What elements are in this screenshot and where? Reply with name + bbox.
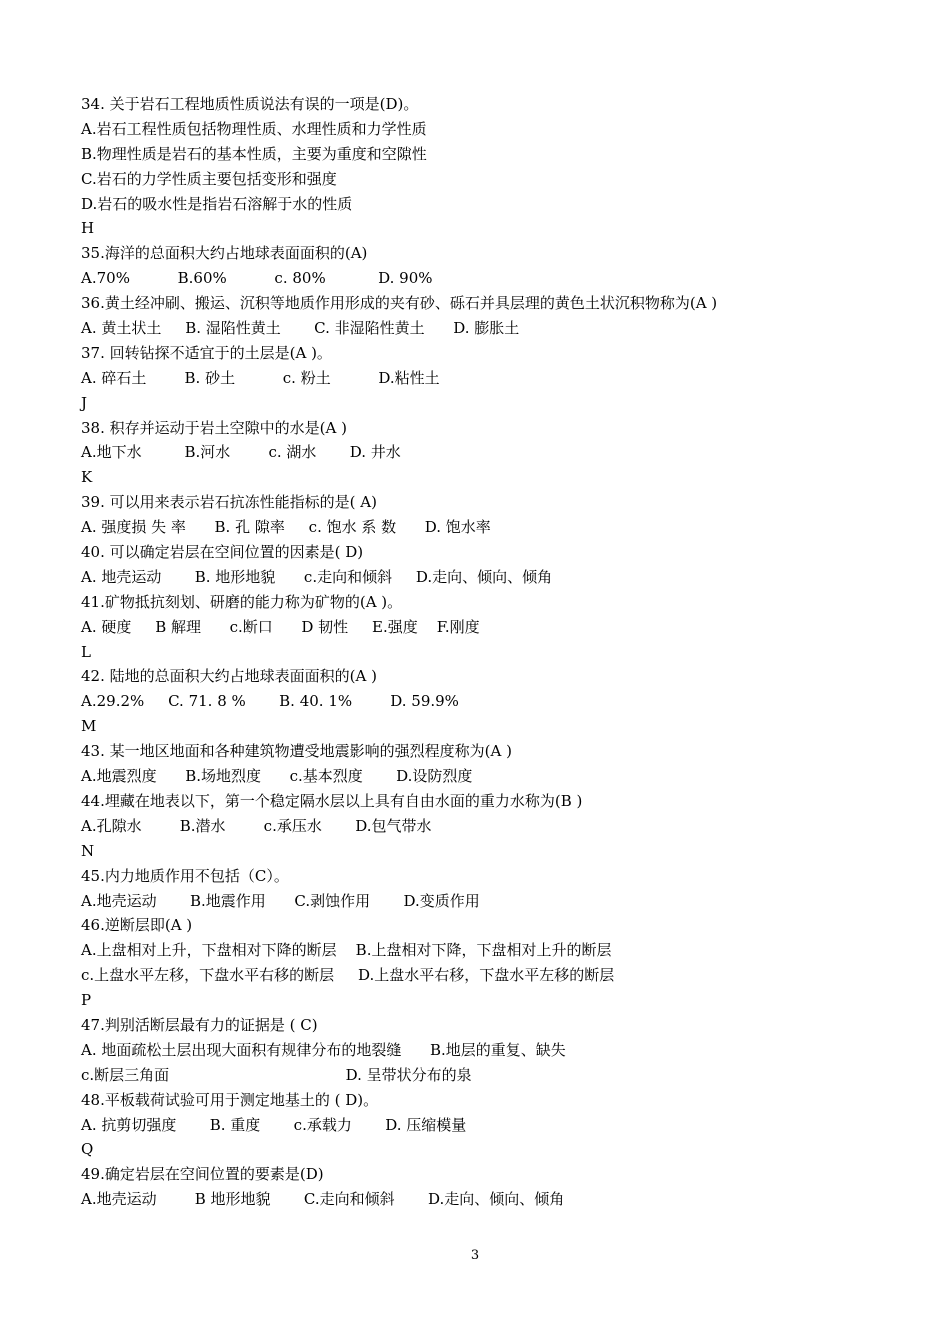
text-line: 46.逆断层即(A ) [81, 916, 193, 935]
text-line: 36.黄土经冲刷、搬运、沉积等地质作用形成的夹有砂、砾石并具层理的黄色土状沉积物称为(A ) [81, 294, 718, 313]
section-letter: L [81, 642, 91, 661]
text-line: A.地下水 B.河水 c. 湖水 D. 井水 [81, 443, 401, 462]
section-letter: J [81, 393, 88, 412]
section-letter: N [81, 841, 95, 860]
text-line: A. 硬度 B 解理 c.断口 D 韧性 E.强度 F.刚度 [81, 617, 480, 636]
text-line: A. 黄土状土 B. 湿陷性黄土 C. 非湿陷性黄土 D. 膨胀土 [81, 319, 520, 338]
text-line: 47.判别活断层最有力的证据是 ( C) [81, 1015, 318, 1034]
text-line: 39. 可以用来表示岩石抗冻性能指标的是( A) [81, 493, 377, 512]
text-line: A.29.2% C. 71. 8 % B. 40. 1% D. 59.9% [81, 692, 459, 711]
text-line: A.地壳运动 B.地震作用 C.剥蚀作用 D.变质作用 [81, 891, 480, 910]
text-line: A. 强度损 失 率 B. 孔 隙率 c. 饱水 系 数 D. 饱水率 [81, 518, 491, 537]
text-line: 45.内力地质作用不包括（C）。 [81, 866, 289, 885]
text-line: A.上盘相对上升，下盘相对下降的断层 B.上盘相对下降，下盘相对上升的断层 [81, 941, 612, 960]
text-line: 34. 关于岩石工程地质性质说法有误的一项是(D)。 [81, 95, 419, 113]
text-line: D.岩石的吸水性是指岩石溶解于水的性质 [81, 194, 353, 213]
text-line: 49.确定岩层在空间位置的要素是(D) [81, 1165, 324, 1184]
question-list [81, 92, 881, 1212]
text-line: 38. 积存并运动于岩土空隙中的水是(A ) [81, 418, 347, 437]
text-line: A.地震烈度 B.场地烈度 c.基本烈度 D.设防烈度 [81, 767, 473, 786]
text-line: B.物理性质是岩石的基本性质，主要为重度和空隙性 [81, 144, 427, 163]
text-line: 42. 陆地的总面积大约占地球表面面积的(A ) [81, 667, 377, 686]
text-line: 35.海洋的总面积大约占地球表面面积的(A) [81, 244, 368, 263]
text-line: 37. 回转钻探不适宜于的土层是(A )。 [81, 343, 332, 362]
text-line: A. 地面疏松土层出现大面积有规律分布的地裂缝 B.地层的重复、缺失 [81, 1040, 566, 1059]
section-letter: H [81, 219, 95, 238]
text-line: 44.埋藏在地表以下，第一个稳定隔水层以上具有自由水面的重力水称为(B ) [81, 791, 583, 810]
text-line: 43. 某一地区地面和各种建筑物遭受地震影响的强烈程度称为(A ) [81, 742, 512, 761]
text-line: A. 抗剪切强度 B. 重度 c.承载力 D. 压缩模量 [81, 1115, 467, 1134]
section-letter: K [81, 468, 93, 487]
text-line: 40. 可以确定岩层在空间位置的因素是( D) [81, 543, 364, 562]
text-line: C.岩石的力学性质主要包括变形和强度 [81, 169, 337, 188]
text-line: 48.平板载荷试验可用于测定地基土的 ( D)。 [81, 1090, 379, 1109]
text-line: A.70% B.60% c. 80% D. 90% [81, 269, 433, 288]
text-line: A.孔隙水 B.潜水 c.承压水 D.包气带水 [81, 816, 432, 835]
text-line: A. 碎石土 B. 砂土 c. 粉土 D.粘性土 [81, 368, 440, 387]
section-letter: M [81, 717, 97, 736]
text-line: A.岩石工程性质包括物理性质、水理性质和力学性质 [81, 119, 427, 138]
section-letter: Q [81, 1140, 94, 1159]
page-number: 3 [470, 1248, 480, 1263]
section-letter: P [81, 991, 92, 1010]
text-line: A. 地壳运动 B. 地形地貌 c.走向和倾斜 D.走向、倾向、倾角 [81, 567, 553, 586]
text-line: c.断层三角面 D. 呈带状分布的泉 [81, 1065, 472, 1084]
text-line: A.地壳运动 B 地形地貌 C.走向和倾斜 D.走向、倾向、倾角 [81, 1190, 565, 1209]
text-line: 41.矿物抵抗刻划、研磨的能力称为矿物的(A )。 [81, 592, 403, 611]
text-line: c.上盘水平左移，下盘水平右移的断层 D.上盘水平右移，下盘水平左移的断层 [81, 966, 615, 985]
